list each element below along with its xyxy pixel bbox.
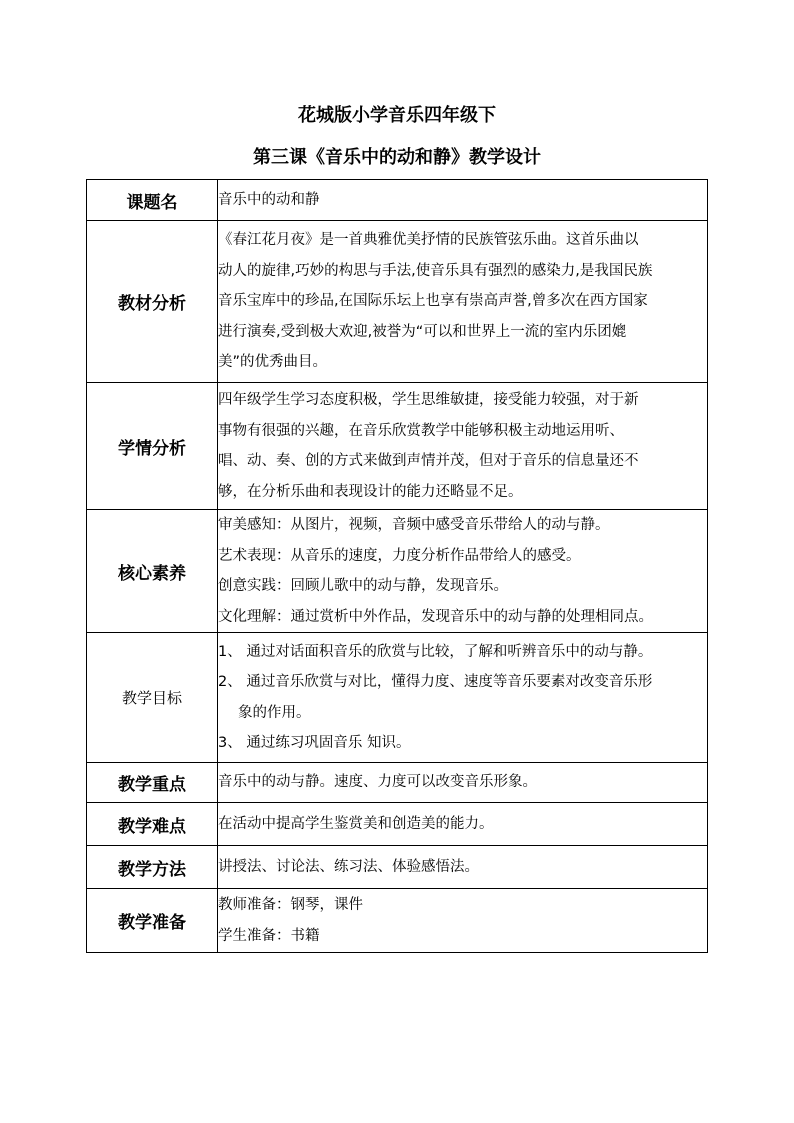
row-label-student-analysis: 学情分析 xyxy=(87,383,218,510)
text-line: 3、 通过练习巩固音乐 知识。 xyxy=(218,735,411,751)
text-line: 音乐宝库中的珍品,在国际乐坛上也享有崇高声誉,曾多次在西方国家 xyxy=(218,293,648,310)
text-line: 唱、动、奏、创的方式来做到声情并茂，但对于音乐的信息量还不 xyxy=(218,453,639,469)
row-label-key-points: 教学重点 xyxy=(87,763,218,803)
text-line: 讲授法、讨论法、练习法、体验感悟法。 xyxy=(218,858,479,875)
text-line: 学生准备：书籍 xyxy=(218,927,320,944)
text-line: 四年级学生学习态度积极，学生思维敏捷，接受能力较强，对于新 xyxy=(218,392,639,408)
row-content-core-literacy xyxy=(218,510,708,633)
text-line: 2、 通过音乐欣赏与对比，懂得力度、速度等音乐要素对改变音乐形 xyxy=(218,674,653,690)
row-content-methods xyxy=(218,846,708,889)
text-line: 教师准备：钢琴，课件 xyxy=(218,897,363,913)
text-line: 事物有很强的兴趣，在音乐欣赏教学中能够积极主动地运用听、 xyxy=(218,422,624,439)
table-row xyxy=(87,383,708,510)
table-row xyxy=(87,846,708,889)
text-line: 艺术表现：从音乐的速度，力度分析作品带给人的感受。 xyxy=(218,547,581,564)
text-line: 在活动中提高学生鉴赏美和创造美的能力。 xyxy=(218,815,494,832)
row-label-methods: 教学方法 xyxy=(87,846,218,889)
text-line: 1、 通过对话面积音乐的欣赏与比较，了解和听辨音乐中的动与静。 xyxy=(218,643,653,660)
text-line: 美”的优秀曲目。 xyxy=(218,354,328,371)
text-line: 音乐中的动与静。速度、力度可以改变音乐形象。 xyxy=(218,774,537,791)
table-row xyxy=(87,510,708,633)
text-line: 进行演奏,受到极大欢迎,被誉为“可以和世界上一流的室内乐团媲 xyxy=(218,323,627,340)
row-content-preparation xyxy=(218,889,708,953)
row-content-material-analysis xyxy=(218,221,708,383)
table-row xyxy=(87,633,708,763)
text-line: 创意实践：回顾儿歌中的动与静，发现音乐。 xyxy=(218,578,508,594)
row-content-teaching-goals xyxy=(218,633,708,763)
text-line: 象的作用。 xyxy=(238,704,311,721)
row-label-material-analysis: 教材分析 xyxy=(87,221,218,383)
text-line: 文化理解：通过赏析中外作品，发现音乐中的动与静的处理相同点。 xyxy=(218,608,653,625)
table-row xyxy=(87,221,708,383)
text-line: 审美感知：从图片，视频，音频中感受音乐带给人的动与静。 xyxy=(218,517,610,533)
document-subtitle: 第三课《音乐中的动和静》教学设计 xyxy=(253,147,541,168)
row-content-difficulties xyxy=(218,803,708,846)
row-label-topic: 课题名 xyxy=(87,180,218,221)
table-row xyxy=(87,763,708,803)
lesson-plan-table xyxy=(86,179,708,953)
row-content-key-points xyxy=(218,763,708,803)
row-label-preparation: 教学准备 xyxy=(87,889,218,953)
row-content-student-analysis xyxy=(218,383,708,510)
text-line: 音乐中的动和静 xyxy=(218,191,320,208)
text-line: 动人的旋律,巧妙的构思与手法,使音乐具有强烈的感染力,是我国民族 xyxy=(218,262,653,279)
text-line: 《春江花月夜》是一首典雅优美抒情的民族管弦乐曲。这首乐曲以 xyxy=(218,232,639,249)
table-row xyxy=(87,889,708,953)
row-content-topic xyxy=(218,180,708,221)
row-label-teaching-goals: 教学目标 xyxy=(87,633,218,763)
document-title: 花城版小学音乐四年级下 xyxy=(298,105,496,126)
row-label-core-literacy: 核心素养 xyxy=(87,510,218,633)
row-label-difficulties: 教学难点 xyxy=(87,803,218,846)
table-row xyxy=(87,180,708,221)
text-line: 够，在分析乐曲和表现设计的能力还略显不足。 xyxy=(218,483,523,500)
table-row xyxy=(87,803,708,846)
